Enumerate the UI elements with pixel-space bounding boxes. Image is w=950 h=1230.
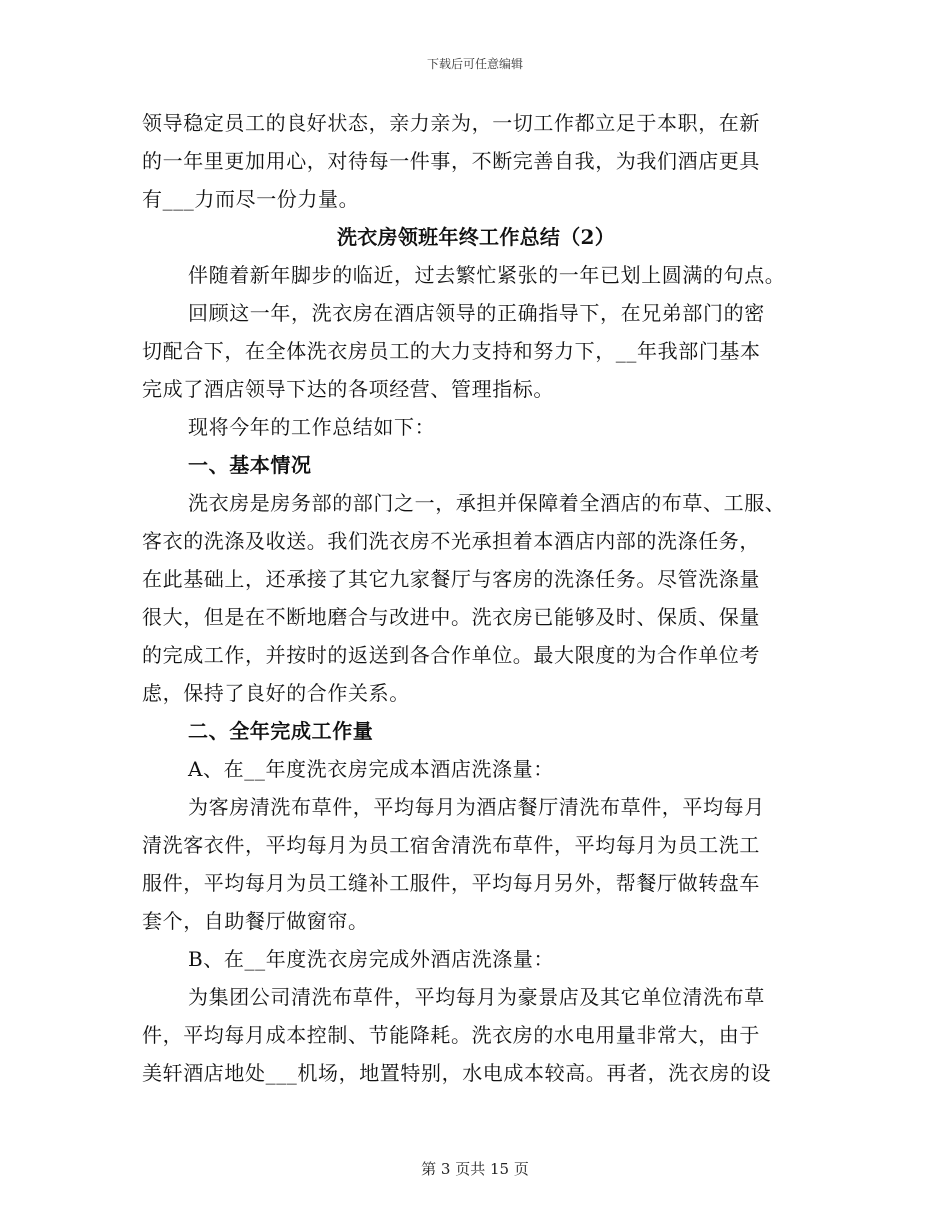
body-line: 回顾这一年，洗衣房在酒店领导的正确指导下，在兄弟部门的密	[188, 301, 765, 325]
body-line: 很大，但是在不断地磨合与改进中。洗衣房已能够及时、保质、保量	[142, 605, 760, 629]
body-line: 套个，自助餐厅做窗帘。	[142, 909, 369, 933]
body-line: 切配合下，在全体洗衣房员工的大力支持和努力下，__年我部门基本	[142, 339, 761, 363]
body-line: 的一年里更加用心，对待每一件事，不断完善自我，为我们酒店更具	[142, 149, 760, 173]
body-line: A、在__年度洗衣房完成本酒店洗涤量：	[188, 757, 554, 781]
body-line: 有___力而尽一份力量。	[142, 187, 360, 211]
body-line: 为集团公司清洗布草件，平均每月为豪景店及其它单位清洗布草	[188, 985, 765, 1009]
body-line: 的完成工作，并按时的返送到各合作单位。最大限度的为合作单位考	[142, 643, 760, 667]
body-line: 虑，保持了良好的合作关系。	[142, 681, 410, 705]
subheading-annual-workload: 二、全年完成工作量	[188, 719, 374, 743]
body-line: 完成了酒店领导下达的各项经营、管理指标。	[142, 377, 554, 401]
document-body	[142, 104, 810, 1092]
body-line: 美轩酒店地处___机场，地置特别，水电成本较高。再者，洗衣房的设	[142, 1061, 772, 1085]
body-line: 在此基础上，还承接了其它九家餐厅与客房的洗涤任务。尽管洗涤量	[142, 567, 760, 591]
body-line: 领导稳定员工的良好状态，亲力亲为，一切工作都立足于本职，在新	[142, 111, 760, 135]
page-header-note: 下载后可任意编辑	[426, 57, 523, 71]
body-line: 件，平均每月成本控制、节能降耗。洗衣房的水电用量非常大，由于	[142, 1023, 760, 1047]
body-line: B、在__年度洗衣房完成外酒店洗涤量：	[188, 947, 555, 971]
body-line: 清洗客衣件，平均每月为员工宿舍清洗布草件，平均每月为员工洗工	[142, 833, 760, 857]
body-line: 现将今年的工作总结如下：	[188, 415, 436, 439]
body-line: 为客房清洗布草件，平均每月为酒店餐厅清洗布草件，平均每月	[188, 795, 765, 819]
body-line: 伴随着新年脚步的临近，过去繁忙紧张的一年已划上圆满的句点。	[188, 263, 786, 287]
body-line: 服件，平均每月为员工缝补工服件，平均每月另外，帮餐厅做转盘车	[142, 871, 760, 895]
body-line: 客衣的洗涤及收送。我们洗衣房不光承担着本酒店内部的洗涤任务，	[142, 529, 760, 553]
page-number: 第 3 页共 15 页	[421, 1160, 529, 1178]
body-line: 洗衣房是房务部的部门之一，承担并保障着全酒店的布草、工服、	[188, 491, 786, 515]
subheading-basic-situation: 一、基本情况	[188, 453, 312, 477]
section-title: 洗衣房领班年终工作总结（2）	[336, 225, 616, 249]
